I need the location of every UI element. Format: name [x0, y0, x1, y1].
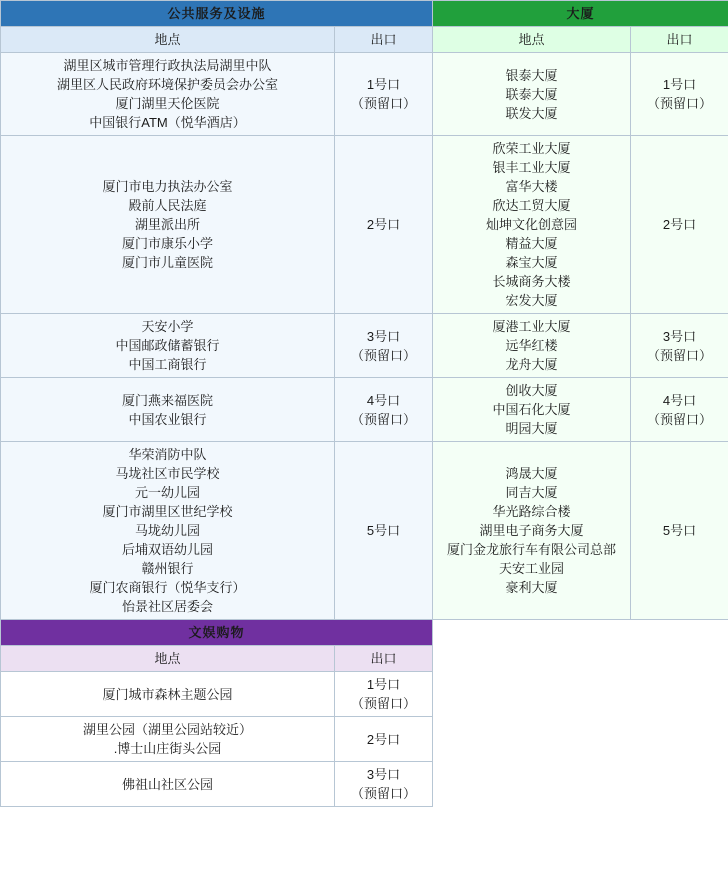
place-item: 怡景社区居委会	[121, 599, 213, 614]
column-header-place-entertainment: 地点	[1, 646, 335, 672]
place-item: .博士山庄街头公园	[113, 741, 222, 756]
exit-cell	[631, 378, 728, 442]
exit-note: （预留口）	[351, 411, 417, 427]
place-item: 厦门农商银行（悦华支行）	[89, 580, 246, 595]
table-row	[1, 442, 728, 620]
exit-note: （预留口）	[351, 696, 417, 711]
exit-label: 5号口	[366, 523, 401, 538]
table-row	[1, 672, 728, 717]
exit-label: 4号口	[366, 392, 401, 408]
place-item: 后埔双语幼儿园	[121, 542, 213, 557]
place-item: 中国农业银行	[128, 411, 207, 427]
place-item: 富华大楼	[505, 179, 558, 194]
table-row	[1, 314, 728, 378]
place-item: 厦门燕来福医院	[121, 392, 213, 408]
table-row	[1, 53, 728, 136]
exit-label: 1号口	[662, 77, 697, 92]
column-header-exit-public: 出口	[335, 27, 433, 53]
place-item: 湖里公园（湖里公园站较近）	[82, 722, 252, 737]
table-row	[1, 762, 728, 807]
empty-cell	[433, 762, 631, 807]
place-item: 湖里电子商务大厦	[479, 523, 584, 538]
place-item: 明园大厦	[505, 421, 558, 436]
empty-cell	[433, 672, 631, 717]
column-header-exit-buildings: 出口	[631, 27, 728, 53]
exit-label: 4号口	[662, 392, 697, 408]
exit-label: 3号口	[662, 328, 697, 344]
exit-cell	[631, 442, 728, 620]
place-item: 中国邮政储蓄银行	[115, 338, 220, 353]
places-cell	[433, 314, 631, 378]
place-item: 创收大厦	[505, 383, 558, 398]
empty-cell	[631, 762, 728, 807]
place-item: 中国银行ATM（悦华酒店）	[89, 115, 246, 130]
exit-cell	[335, 442, 433, 620]
places-cell	[1, 53, 335, 136]
column-header-row	[1, 27, 728, 53]
place-item: 元一幼儿园	[134, 485, 200, 500]
places-cell	[1, 717, 335, 762]
places-cell	[433, 442, 631, 620]
place-item: 精益大厦	[505, 236, 558, 251]
table-row	[1, 378, 728, 442]
place-item: 马垅幼儿园	[134, 523, 200, 538]
place-item: 佛祖山社区公园	[121, 776, 213, 792]
place-item: 湖里区城市管理行政执法局湖里中队	[63, 58, 272, 73]
place-item: 灿坤文化创意园	[486, 217, 578, 232]
empty-cell	[433, 717, 631, 762]
empty-cell	[631, 620, 728, 646]
exit-note: （预留口）	[647, 411, 713, 427]
place-item: 欣荣工业大厦	[492, 141, 571, 156]
place-item: 厦港工业大厦	[492, 319, 571, 334]
place-item: 湖里区人民政府环境保护委员会办公室	[56, 77, 278, 92]
place-item: 联发大厦	[505, 105, 558, 121]
place-item: 宏发大厦	[505, 293, 558, 308]
table-row	[1, 136, 728, 314]
place-item: 湖里派出所	[134, 217, 200, 232]
section-header-row	[1, 620, 728, 646]
place-item: 银丰工业大厦	[492, 160, 571, 175]
place-item: 森宝大厦	[505, 255, 558, 270]
exit-cell	[335, 314, 433, 378]
exit-cell	[631, 314, 728, 378]
exit-cell	[335, 762, 433, 807]
exit-label: 1号口	[366, 77, 401, 92]
exit-label: 5号口	[662, 523, 697, 538]
exit-note: （预留口）	[351, 786, 417, 801]
place-item: 厦门市儿童医院	[121, 255, 213, 270]
exit-label: 1号口	[366, 677, 401, 692]
place-item: 厦门市电力执法办公室	[102, 179, 233, 194]
exit-label: 2号口	[366, 731, 401, 747]
empty-cell	[631, 646, 728, 672]
place-item: 华光路综合楼	[492, 504, 571, 519]
exit-note: （预留口）	[351, 96, 417, 111]
section-header-row	[1, 1, 728, 27]
exit-cell	[631, 136, 728, 314]
place-item: 天安工业园	[499, 561, 565, 576]
place-item: 赣州银行	[141, 561, 194, 576]
place-item: 鸿晟大厦	[505, 466, 558, 481]
places-cell	[1, 314, 335, 378]
exit-label: 2号口	[366, 217, 401, 232]
places-cell	[1, 442, 335, 620]
places-cell	[1, 136, 335, 314]
places-cell	[433, 136, 631, 314]
places-cell	[1, 762, 335, 807]
section-title-entertainment-shopping: 文娱购物	[1, 620, 433, 646]
place-item: 联泰大厦	[505, 86, 558, 102]
section-title-public-services: 公共服务及设施	[1, 1, 433, 27]
place-item: 厦门市康乐小学	[121, 236, 213, 251]
exit-cell	[335, 378, 433, 442]
exit-label: 3号口	[366, 767, 401, 782]
exit-label: 2号口	[662, 217, 697, 232]
place-item: 银泰大厦	[505, 67, 558, 83]
place-item: 天安小学	[141, 319, 194, 334]
place-item: 厦门湖里天伦医院	[115, 96, 220, 111]
exit-cell	[335, 53, 433, 136]
place-item: 华荣消防中队	[128, 447, 207, 462]
places-cell	[1, 672, 335, 717]
empty-cell	[631, 717, 728, 762]
empty-cell	[631, 672, 728, 717]
column-header-place-public: 地点	[1, 27, 335, 53]
places-cell	[433, 378, 631, 442]
exit-cell	[335, 717, 433, 762]
exit-note: （预留口）	[351, 347, 417, 363]
place-item: 同吉大厦	[505, 485, 558, 500]
column-header-exit-entertainment: 出口	[335, 646, 433, 672]
exit-cell	[335, 672, 433, 717]
place-item: 中国石化大厦	[492, 402, 571, 417]
place-item: 龙舟大厦	[505, 357, 558, 372]
places-cell	[433, 53, 631, 136]
place-item: 豪利大厦	[505, 580, 558, 595]
empty-cell	[433, 620, 631, 646]
places-cell	[1, 378, 335, 442]
exit-label: 3号口	[366, 328, 401, 344]
place-item: 远华红楼	[505, 338, 558, 353]
exit-cell	[631, 53, 728, 136]
place-item: 马垅社区市民学校	[115, 466, 220, 481]
place-item: 厦门金龙旅行车有限公司总部	[447, 542, 617, 557]
table-row	[1, 717, 728, 762]
place-item: 中国工商银行	[128, 357, 207, 372]
section-title-buildings: 大厦	[433, 1, 728, 27]
exit-note: （预留口）	[647, 347, 713, 363]
place-item: 长城商务大楼	[492, 274, 571, 289]
column-header-row	[1, 646, 728, 672]
place-item: 厦门城市森林主题公园	[102, 686, 233, 702]
place-item: 厦门市湖里区世纪学校	[102, 504, 233, 519]
column-header-place-buildings: 地点	[433, 27, 631, 53]
place-item: 欣达工贸大厦	[492, 198, 571, 213]
empty-cell	[433, 646, 631, 672]
place-item: 殿前人民法庭	[128, 198, 207, 213]
exit-note: （预留口）	[647, 96, 713, 111]
exit-cell	[335, 136, 433, 314]
